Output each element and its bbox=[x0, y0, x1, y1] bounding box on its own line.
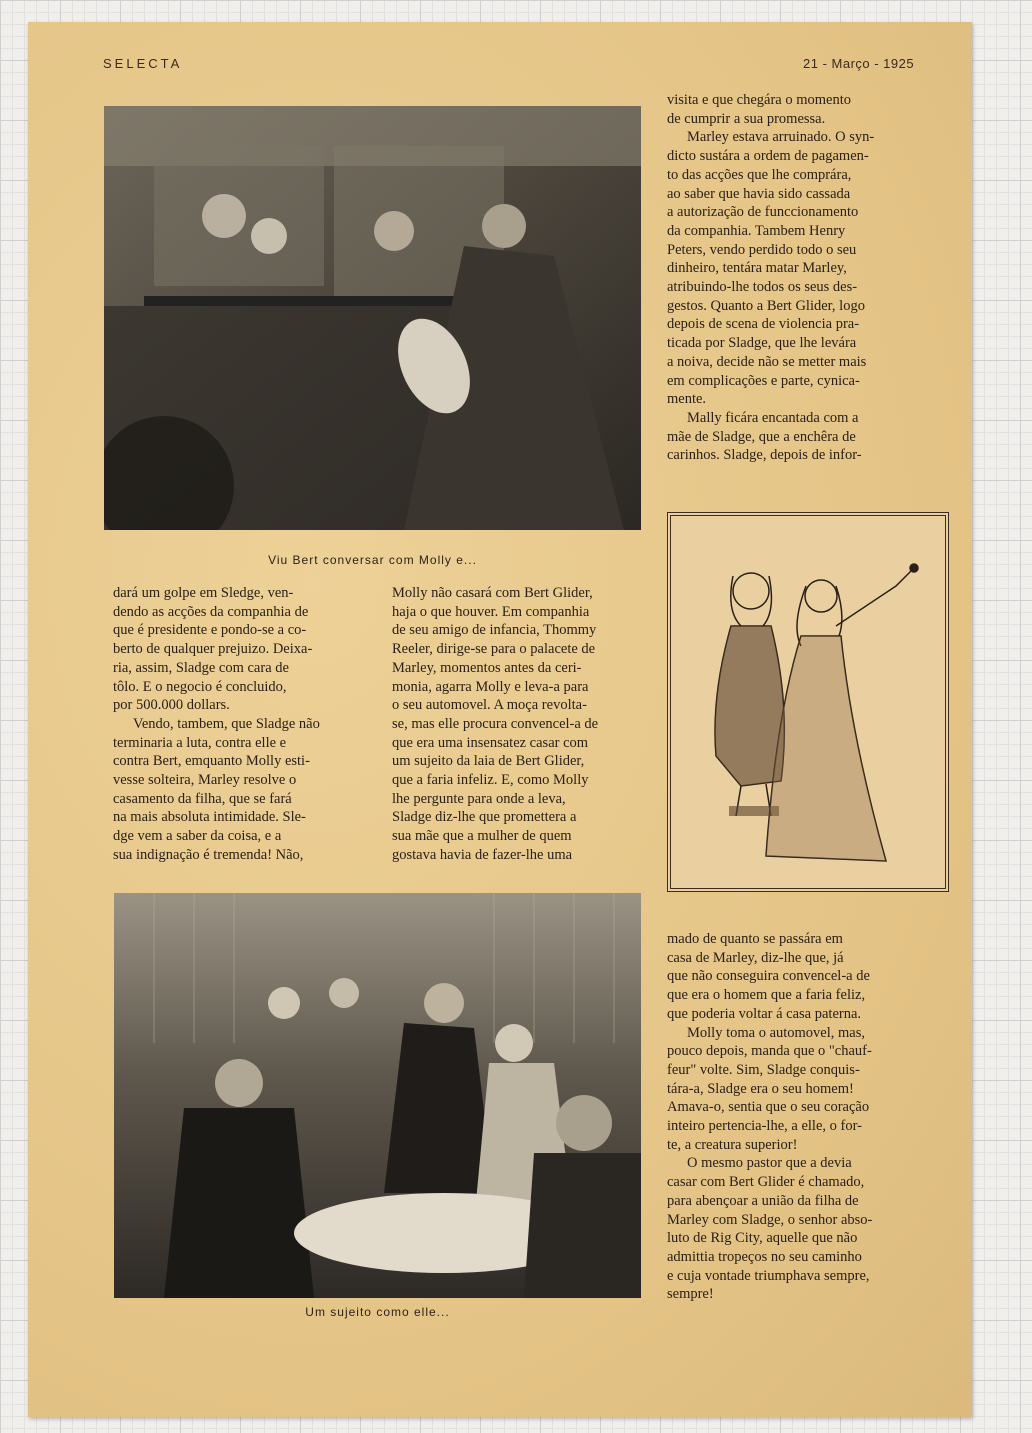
text-line: Marley estava arruinado. O syn- bbox=[687, 129, 875, 146]
article-text-right-top bbox=[667, 91, 923, 465]
article-text-col1 bbox=[113, 584, 370, 865]
text-line: terminaria a luta, contra elle e bbox=[113, 734, 287, 751]
text-line: depois de scena de violencia pra- bbox=[667, 316, 860, 333]
text-line: Vendo, tambem, que Sladge não bbox=[133, 715, 320, 732]
text-line: de seu amigo de infancia, Thommy bbox=[392, 622, 597, 639]
text-line: te, a creatura superior! bbox=[667, 1136, 798, 1153]
text-line: Marley, momentos antes da ceri- bbox=[392, 659, 582, 676]
text-line: visita e que chegára o momento bbox=[667, 92, 852, 108]
text-line: ticada por Sladge, que lhe levára bbox=[667, 335, 857, 352]
text-line: mãe de Sladge, que a enchêra de bbox=[667, 428, 856, 445]
text-line: por 500.000 dollars. bbox=[113, 697, 230, 714]
text-line: tôlo. E o negocio é concluido, bbox=[113, 678, 287, 695]
text-line: em complicações e parte, cynica- bbox=[667, 372, 860, 389]
text-line: na mais absoluta intimidade. Sle- bbox=[113, 809, 306, 826]
text-line: mente. bbox=[667, 391, 707, 408]
text-line: e cuja vontade triumphava sempre, bbox=[667, 1267, 870, 1284]
text-line: Molly toma o automovel, mas, bbox=[687, 1024, 866, 1041]
text-line: que a faria infeliz. E, como Molly bbox=[392, 772, 589, 789]
text-line: feur" volte. Sim, Sladge conquis- bbox=[667, 1061, 860, 1078]
text-line: ria, assim, Sladge com cara de bbox=[113, 659, 289, 676]
text-line: O mesmo pastor que a devia bbox=[687, 1155, 852, 1172]
text-line: admittia tropeços no seu caminho bbox=[667, 1248, 862, 1265]
photo-dinner-scene bbox=[114, 893, 641, 1298]
photo-car-scene bbox=[104, 106, 641, 530]
text-line: que era o homem que a faria feliz, bbox=[667, 987, 866, 1004]
text-line: se, mas elle procura convencel-a de bbox=[392, 715, 599, 732]
text-line: mado de quanto se passára em bbox=[667, 931, 843, 947]
text-line: que era uma insensatez casar com bbox=[392, 734, 589, 751]
article-text-right-bottom bbox=[667, 930, 923, 1304]
magazine-title: SELECTA bbox=[103, 56, 183, 71]
text-line: sua indignação é tremenda! Não, bbox=[113, 846, 304, 863]
text-line: sempre! bbox=[667, 1286, 714, 1303]
text-line: carinhos. Sladge, depois de infor- bbox=[667, 447, 862, 464]
text-line: Reeler, dirige-se para o palacete de bbox=[392, 641, 596, 658]
text-line: pouco depois, manda que o "chauf- bbox=[667, 1043, 872, 1060]
text-line: casa de Marley, diz-lhe que, já bbox=[667, 949, 844, 966]
text-line: dinheiro, tentára matar Marley, bbox=[667, 260, 847, 277]
text-line: Sladge diz-lhe que promettera a bbox=[392, 809, 577, 826]
text-line: que é presidente e pondo-se a co- bbox=[113, 622, 307, 639]
text-line: contra Bert, emquanto Molly esti- bbox=[113, 753, 310, 770]
text-line: vesse solteira, Marley resolve o bbox=[113, 772, 297, 789]
text-line: que não conseguira convencel-a de bbox=[667, 968, 870, 985]
article-text-col2 bbox=[392, 584, 646, 865]
text-line: inteiro pertencia-lhe, a elle, o for- bbox=[667, 1118, 862, 1135]
text-line: to das acções que lhe comprára, bbox=[667, 166, 852, 183]
text-line: ao saber que havia sido cassada bbox=[667, 185, 851, 202]
text-line: sua mãe que a mulher de quem bbox=[392, 828, 572, 845]
text-line: Peters, vendo perdido todo o seu bbox=[667, 241, 857, 258]
text-line: que poderia voltar á casa paterna. bbox=[667, 1005, 862, 1022]
text-line: atribuindo-lhe todos os seus des- bbox=[667, 279, 858, 296]
text-line: a autorização de funccionamento bbox=[667, 204, 859, 221]
text-line: casar com Bert Glider é chamado, bbox=[667, 1174, 865, 1191]
issue-date: 21 - Março - 1925 bbox=[803, 56, 915, 71]
text-line: monia, agarra Molly e leva-a para bbox=[392, 678, 589, 695]
text-line: a noiva, decide não se metter mais bbox=[667, 353, 867, 370]
text-line: dicto sustára a ordem de pagamen- bbox=[667, 148, 869, 165]
text-line: Amava-o, sentia que o seu coração bbox=[667, 1099, 870, 1116]
text-line: Molly não casará com Bert Glider, bbox=[392, 585, 593, 601]
text-line: dge vem a saber da coisa, e a bbox=[113, 828, 282, 845]
photo2-caption: Um sujeito como elle... bbox=[305, 1305, 450, 1319]
text-line: da companhia. Tambem Henry bbox=[667, 222, 846, 239]
text-line: de cumprir a sua promessa. bbox=[667, 110, 826, 127]
text-line: gestos. Quanto a Bert Glider, logo bbox=[667, 297, 865, 314]
text-line: luto de Rig City, aquelle que não bbox=[667, 1230, 858, 1247]
text-line: casamento da filha, que se fará bbox=[113, 790, 292, 807]
text-line: Marley com Sladge, o senhor abso- bbox=[667, 1211, 873, 1228]
text-line: um sujeito da laia de Bert Glider, bbox=[392, 753, 585, 770]
text-line: gostava havia de fazer-lhe uma bbox=[392, 846, 573, 863]
text-line: o seu automovel. A moça revolta- bbox=[392, 697, 587, 714]
text-line: tára-a, Sladge era o seu homem! bbox=[667, 1080, 854, 1097]
text-line: berto de qualquer prejuizo. Deixa- bbox=[113, 641, 313, 658]
text-line: dendo as acções da companhia de bbox=[113, 603, 309, 620]
photo1-caption: Viu Bert conversar com Molly e... bbox=[268, 553, 477, 567]
text-line: para abençoar a união da filha de bbox=[667, 1192, 859, 1209]
text-line: dará um golpe em Sledge, ven- bbox=[113, 585, 294, 601]
text-line: haja o que houver. Em companhia bbox=[392, 603, 590, 620]
text-line: Mally ficára encantada com a bbox=[687, 409, 859, 426]
text-line: lhe pergunte para onde a leva, bbox=[392, 790, 566, 807]
couple-illustration-icon bbox=[667, 512, 949, 892]
